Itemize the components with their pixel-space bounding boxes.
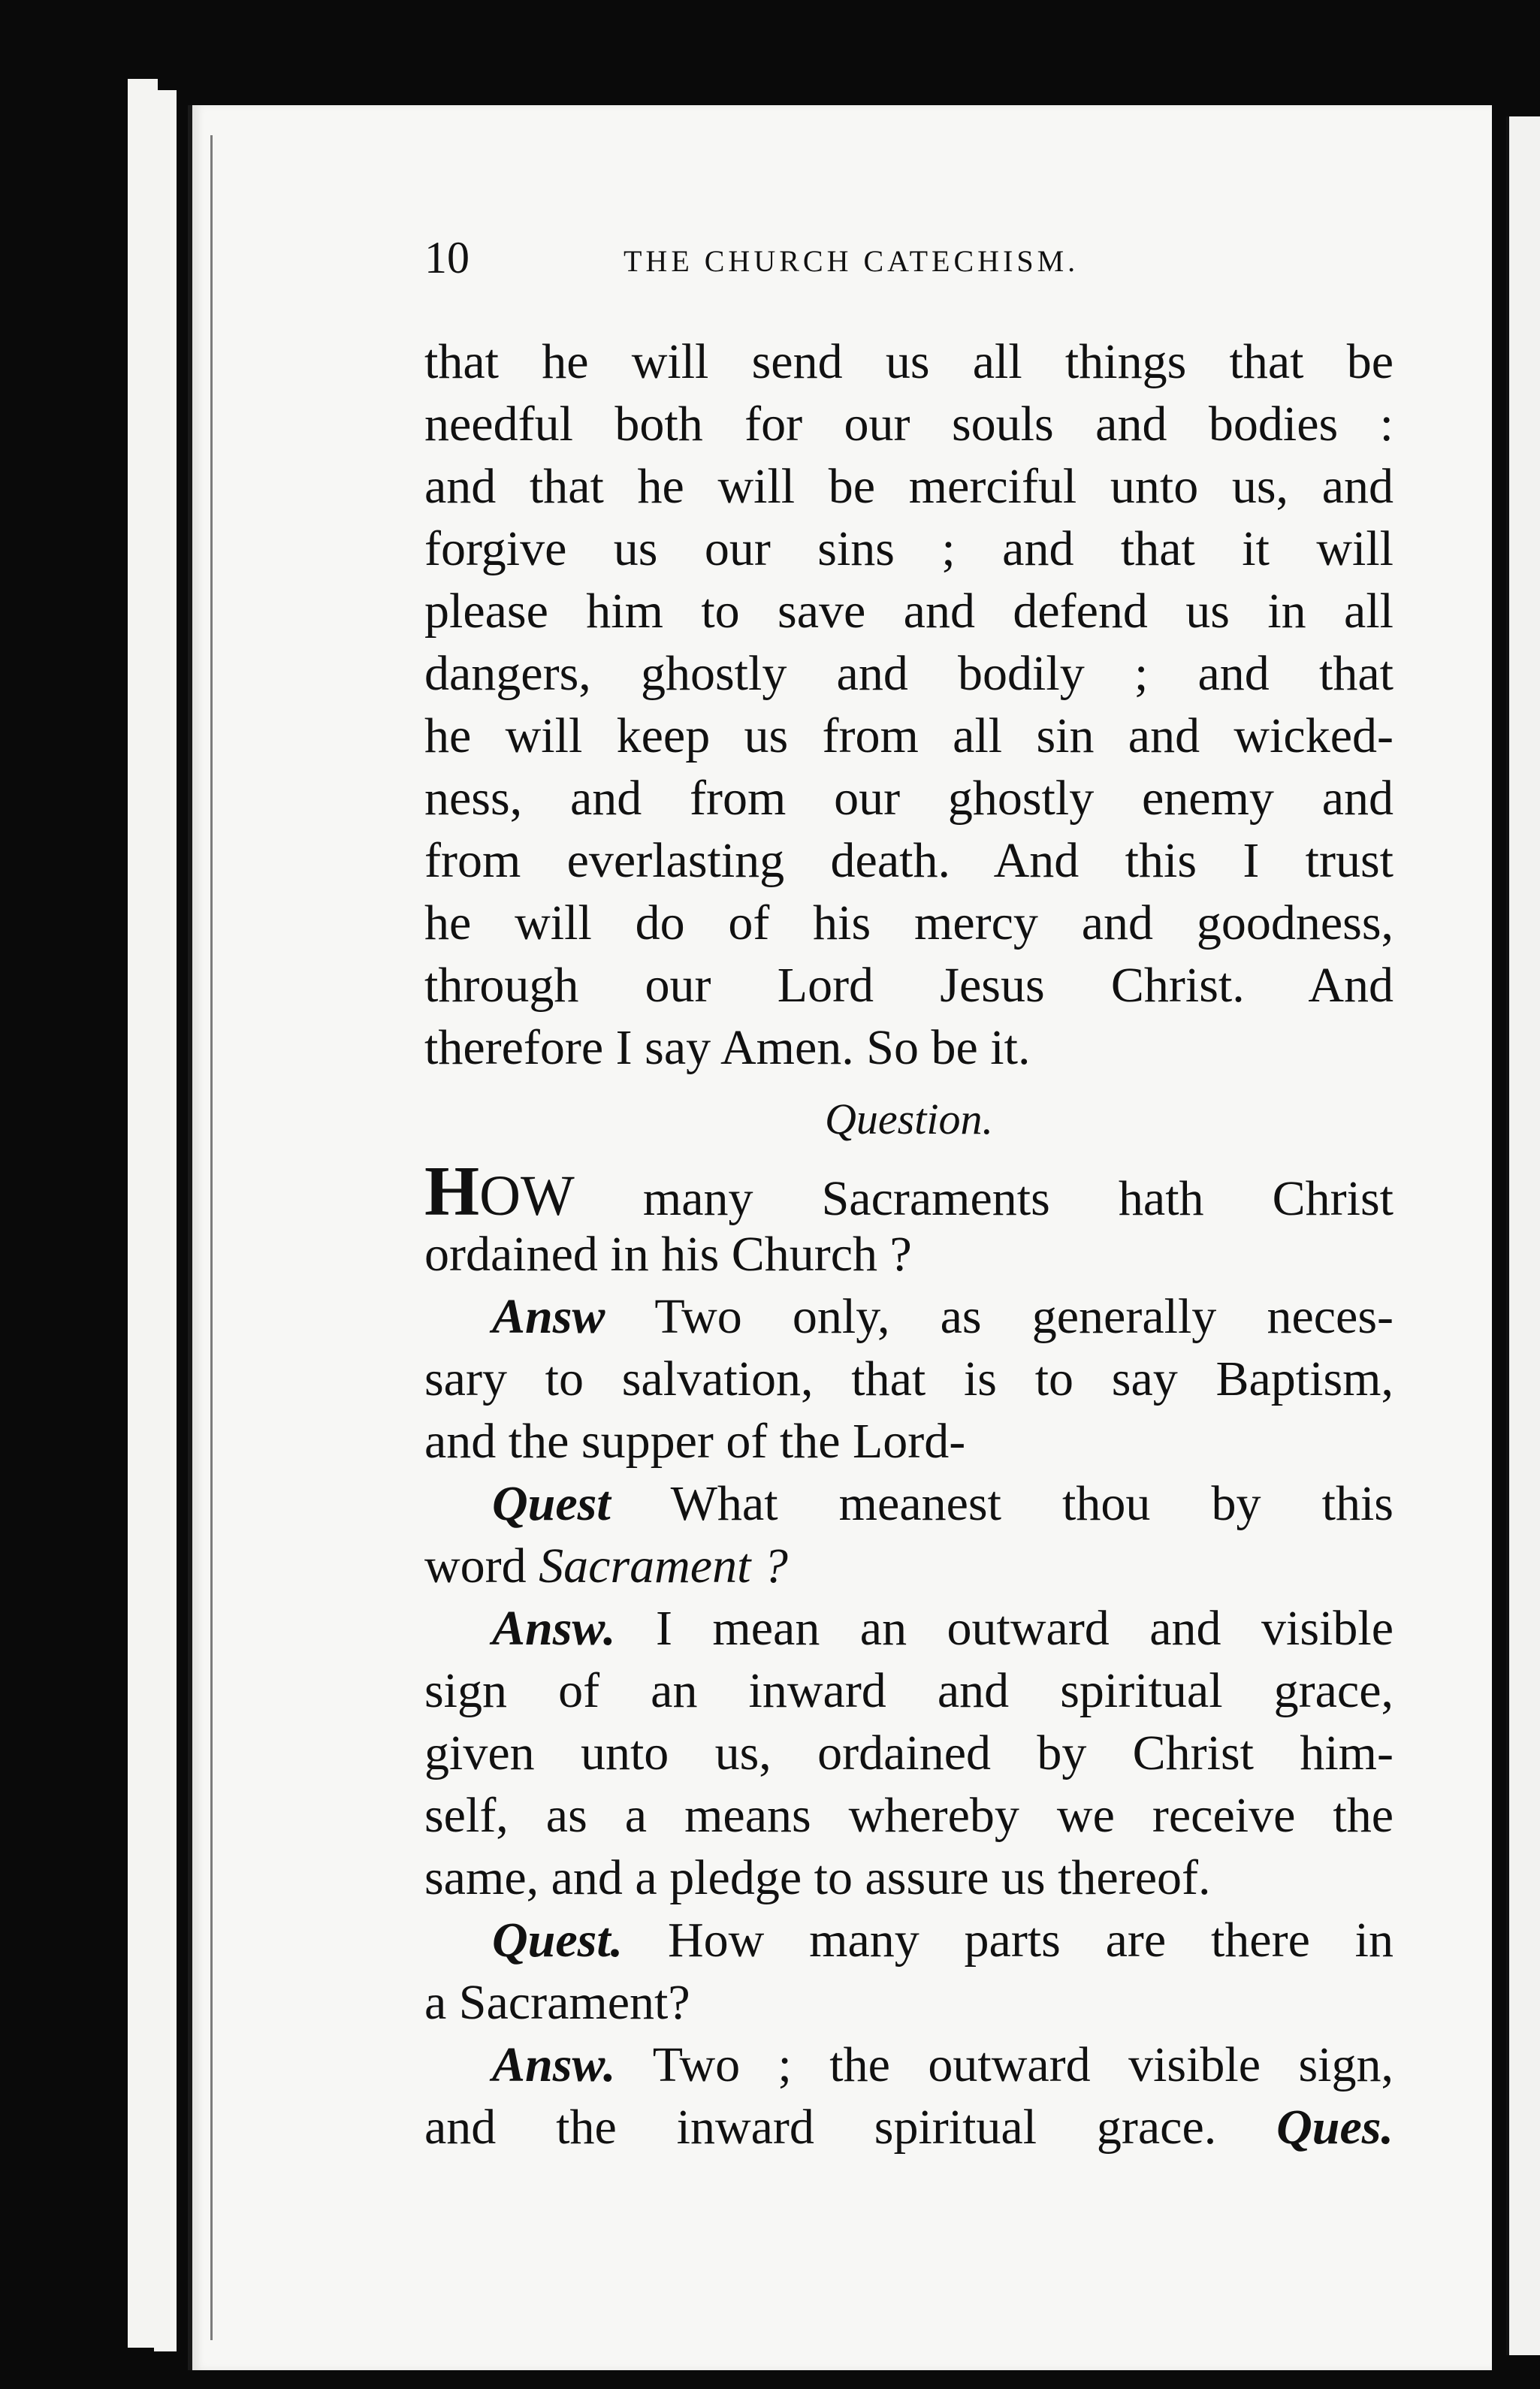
answer-line (424, 2096, 1394, 2158)
text-line: he will keep us from all sin and wicked- (424, 708, 1394, 763)
answer-line (424, 1285, 1394, 1348)
page-stack-edge (128, 79, 158, 2348)
text-line: and that he will be merciful unto us, and (424, 459, 1394, 514)
qa-section (424, 1152, 1394, 2158)
text-line: from everlasting death. And this I trust (424, 833, 1394, 888)
catchword: Ques. (1276, 2100, 1394, 2155)
text-line: needful both for our souls and bodies : (424, 397, 1394, 452)
text-line: please him to save and defend us in all (424, 584, 1394, 639)
answer-line: given unto us, ordained by Christ him- (424, 1726, 1394, 1780)
text-line: forgive us our sins ; and that it will (424, 521, 1394, 576)
text-line: he will do of his mercy and goodness, (424, 895, 1394, 950)
question-label: Quest. (492, 1913, 624, 1968)
continuation-paragraph (424, 331, 1394, 1079)
answer-line: self, as a means whereby we receive the (424, 1788, 1394, 1843)
answer-text: I mean an outward and visible (655, 1601, 1394, 1656)
text-line: dangers, ghostly and bodily ; and that (424, 646, 1394, 701)
section-heading: Question. (825, 1095, 993, 1143)
question-text: word (424, 1539, 527, 1593)
question-line: a Sacrament? (424, 1975, 690, 2030)
question-term: Sacrament ? (539, 1539, 788, 1593)
answer-text: Two ; the outward visible sign, (652, 2037, 1394, 2092)
answer-line (424, 2034, 1394, 2096)
running-title: THE CHURCH CATECHISM. (624, 244, 1080, 278)
gutter-line (210, 135, 213, 2340)
question-line (424, 1909, 1394, 1971)
question-line (424, 1152, 1394, 1231)
question-text: many Sacraments hath Christ (642, 1171, 1394, 1226)
answer-label: Answ. (492, 1601, 616, 1656)
answer-line: and the supper of the Lord- (424, 1414, 966, 1469)
text-line: through our Lord Jesus Christ. And (424, 958, 1394, 1013)
answer-line: sary to salvation, that is to say Baptism, (424, 1352, 1394, 1406)
page-stack-edge (154, 90, 177, 2351)
question-line (424, 1535, 1394, 1597)
answer-line: same, and a pledge to assure us thereof. (424, 1850, 1211, 1905)
initial-word-rest: OW (479, 1164, 575, 1228)
answer-label: Answ (492, 1289, 605, 1344)
question-line: ordained in his Church ? (424, 1227, 912, 1282)
text-line: therefore I say Amen. So be it. (424, 1020, 1031, 1075)
answer-text: and the inward spiritual grace. (424, 2100, 1217, 2155)
question-label: Quest (492, 1476, 611, 1531)
text-line: that he will send us all things that be (424, 334, 1394, 389)
answer-label: Answ. (492, 2037, 616, 2092)
drop-initial: H (424, 1152, 480, 1231)
facing-page-edge (1506, 116, 1540, 2355)
page-number: 10 (424, 233, 470, 282)
answer-line: sign of an inward and spiritual grace, (424, 1663, 1394, 1718)
question-text: What meanest thou by this (670, 1476, 1394, 1531)
question-text: How many parts are there in (667, 1913, 1394, 1968)
answer-line (424, 1597, 1394, 1660)
running-head (424, 231, 1371, 291)
text-line: ness, and from our ghostly enemy and (424, 771, 1394, 826)
question-line (424, 1472, 1394, 1535)
answer-text: Two only, as generally neces- (654, 1289, 1394, 1344)
